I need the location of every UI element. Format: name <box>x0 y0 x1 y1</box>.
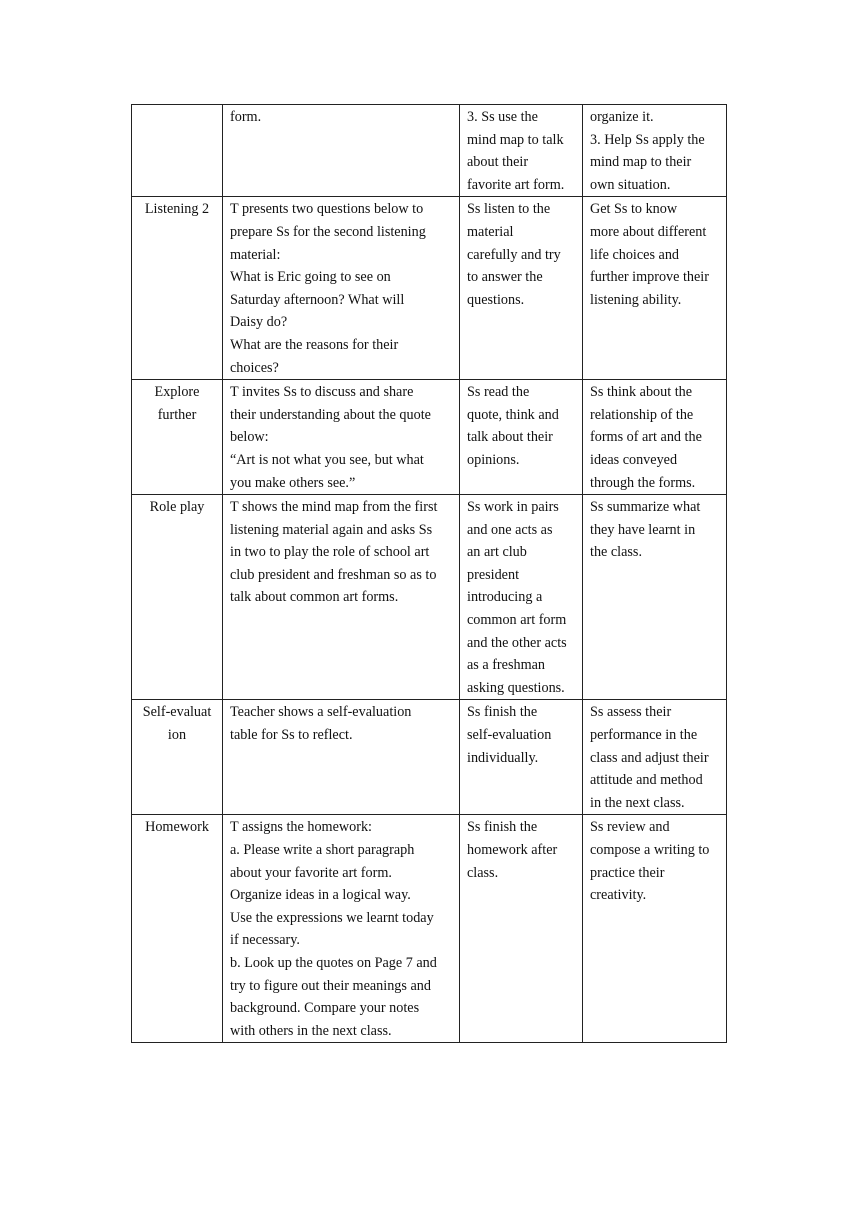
cell-text-line: listening ability. <box>590 291 682 308</box>
cell-text-line: What is Eric going to see on <box>230 269 391 286</box>
lesson-plan-table <box>131 104 727 1043</box>
cell-text-line: Ss review and <box>590 819 670 836</box>
cell-text-line: choices? <box>230 359 279 376</box>
cell-text-line: T presents two questions below to <box>230 201 424 218</box>
cell-text-line: and one acts as <box>467 521 553 538</box>
student-activity-cell <box>460 105 583 197</box>
teacher-activity-cell <box>223 197 460 380</box>
cell-text-line: Ss assess their <box>590 704 672 721</box>
cell-text-line: their understanding about the quote <box>230 406 431 423</box>
cell-text-line: Ss finish the <box>467 704 538 721</box>
cell-text-line: Explore <box>154 384 200 401</box>
cell-text-line: individually. <box>467 749 539 766</box>
cell-text-line: the class. <box>590 544 643 561</box>
purpose-cell <box>583 495 727 700</box>
cell-text-line: creativity. <box>590 887 647 904</box>
purpose-cell <box>583 815 727 1043</box>
cell-text-line: they have learnt in <box>590 521 696 538</box>
stage-cell <box>132 700 223 815</box>
cell-text-line: T shows the mind map from the first <box>230 499 438 516</box>
stage-cell <box>132 380 223 495</box>
cell-text-line: you make others see.” <box>230 474 356 491</box>
cell-text-line: further <box>157 406 197 423</box>
cell-text-line: Ss think about the <box>590 384 693 401</box>
cell-text-line: introducing a <box>467 589 543 606</box>
cell-text-line: 3. Ss use the <box>467 109 538 125</box>
cell-text-line: listening material again and asks Ss <box>230 521 433 538</box>
cell-text-line: compose a writing to <box>590 842 710 858</box>
cell-text-line: questions. <box>467 291 525 308</box>
cell-text-line: T assigns the homework: <box>230 819 372 836</box>
cell-text-line: life choices and <box>590 246 680 263</box>
cell-text-line: in two to play the role of school art <box>230 544 430 561</box>
purpose-cell <box>583 105 727 197</box>
cell-text-line: material <box>467 223 514 240</box>
cell-text-line: opinions. <box>467 451 520 468</box>
cell-text-line: about your favorite art form. <box>230 864 392 881</box>
table-row <box>132 700 727 815</box>
cell-text-line: Get Ss to know <box>590 201 678 218</box>
cell-text-line: 3. Help Ss apply the <box>590 131 705 148</box>
table-row <box>132 380 727 495</box>
cell-text-line: talk about their <box>467 429 553 446</box>
cell-text-line: talk about common art forms. <box>230 589 399 606</box>
cell-text-line: in the next class. <box>590 794 685 811</box>
cell-text-line: Use the expressions we learnt today <box>230 909 434 926</box>
cell-text-line: club president and freshman so as to <box>230 566 437 583</box>
stage-cell <box>132 815 223 1043</box>
cell-text-line: a. Please write a short paragraph <box>230 842 415 858</box>
cell-text-line: carefully and try <box>467 246 561 263</box>
cell-text-line: b. Look up the quotes on Page 7 and <box>230 954 437 971</box>
cell-text-line: with others in the next class. <box>230 1022 392 1039</box>
cell-text-line: about their <box>467 154 529 171</box>
stage-cell <box>132 495 223 700</box>
student-activity-cell <box>460 495 583 700</box>
cell-text-line: ideas conveyed <box>590 451 678 468</box>
cell-text-line: relationship of the <box>590 406 694 423</box>
teacher-activity-cell <box>223 380 460 495</box>
cell-text-line: Ss summarize what <box>590 499 701 516</box>
table-row <box>132 197 727 380</box>
cell-text-line: mind map to talk <box>467 131 564 148</box>
cell-text-line: Ss finish the <box>467 819 538 836</box>
cell-text-line: homework after <box>467 842 558 858</box>
stage-cell <box>132 105 223 197</box>
cell-text-line: as a freshman <box>467 657 545 674</box>
table-row <box>132 105 727 197</box>
cell-text-line: through the forms. <box>590 474 696 491</box>
lesson-plan-table-body <box>132 105 727 1043</box>
cell-text-line: self-evaluation <box>467 727 552 744</box>
table-row <box>132 495 727 700</box>
cell-text-line: class. <box>467 864 499 881</box>
student-activity-cell <box>460 815 583 1043</box>
purpose-cell <box>583 700 727 815</box>
cell-text-line: “Art is not what you see, but what <box>230 451 424 468</box>
teacher-activity-cell <box>223 700 460 815</box>
cell-text-line: Organize ideas in a logical way. <box>230 887 411 904</box>
cell-text-line: try to figure out their meanings and <box>230 977 431 994</box>
cell-text-line: attitude and method <box>590 772 703 789</box>
cell-text-line: Saturday afternoon? What will <box>230 291 405 308</box>
cell-text-line: What are the reasons for their <box>230 336 399 353</box>
cell-text-line: Teacher shows a self-evaluation <box>230 704 412 721</box>
cell-text-line: class and adjust their <box>590 749 709 766</box>
cell-text-line: material: <box>230 246 281 263</box>
teacher-activity-cell <box>223 495 460 700</box>
cell-text-line: practice their <box>590 864 665 881</box>
student-activity-cell <box>460 700 583 815</box>
cell-text-line: more about different <box>590 223 707 240</box>
cell-text-line: if necessary. <box>230 932 300 949</box>
teacher-activity-cell <box>223 815 460 1043</box>
cell-text-line: own situation. <box>590 176 671 193</box>
cell-text-line: ion <box>167 727 187 744</box>
cell-text-line: Homework <box>145 819 209 836</box>
cell-text-line: quote, think and <box>467 406 559 423</box>
cell-text-line: Ss listen to the <box>467 201 551 218</box>
cell-text-line: mind map to their <box>590 154 692 171</box>
cell-text-line: below: <box>230 429 269 446</box>
cell-text-line: Self-evaluat <box>142 704 212 721</box>
cell-text-line: an art club <box>467 544 527 561</box>
cell-text-line: Ss read the <box>467 384 530 401</box>
cell-text-line: organize it. <box>590 109 654 125</box>
cell-text-line: Listening 2 <box>144 201 210 218</box>
cell-text-line: performance in the <box>590 727 698 744</box>
purpose-cell <box>583 380 727 495</box>
student-activity-cell <box>460 380 583 495</box>
purpose-cell <box>583 197 727 380</box>
cell-text-line: common art form <box>467 612 567 629</box>
cell-text-line: prepare Ss for the second listening <box>230 223 426 240</box>
cell-text-line: favorite art form. <box>467 176 565 193</box>
cell-text-line: background. Compare your notes <box>230 1000 420 1017</box>
cell-text-line: Daisy do? <box>230 314 288 331</box>
cell-text-line: Ss work in pairs <box>467 499 559 516</box>
cell-text-line: table for Ss to reflect. <box>230 727 353 744</box>
cell-text-line: form. <box>230 109 262 125</box>
cell-text-line: T invites Ss to discuss and share <box>230 384 414 401</box>
cell-text-line: president <box>467 566 520 583</box>
table-row <box>132 815 727 1043</box>
cell-text-line: further improve their <box>590 269 709 286</box>
cell-text-line: asking questions. <box>467 679 565 696</box>
student-activity-cell <box>460 197 583 380</box>
cell-text-line: forms of art and the <box>590 429 702 446</box>
stage-cell <box>132 197 223 380</box>
cell-text-line: Role play <box>149 499 205 516</box>
teacher-activity-cell <box>223 105 460 197</box>
cell-text-line: and the other acts <box>467 634 567 651</box>
cell-text-line: to answer the <box>467 269 543 286</box>
